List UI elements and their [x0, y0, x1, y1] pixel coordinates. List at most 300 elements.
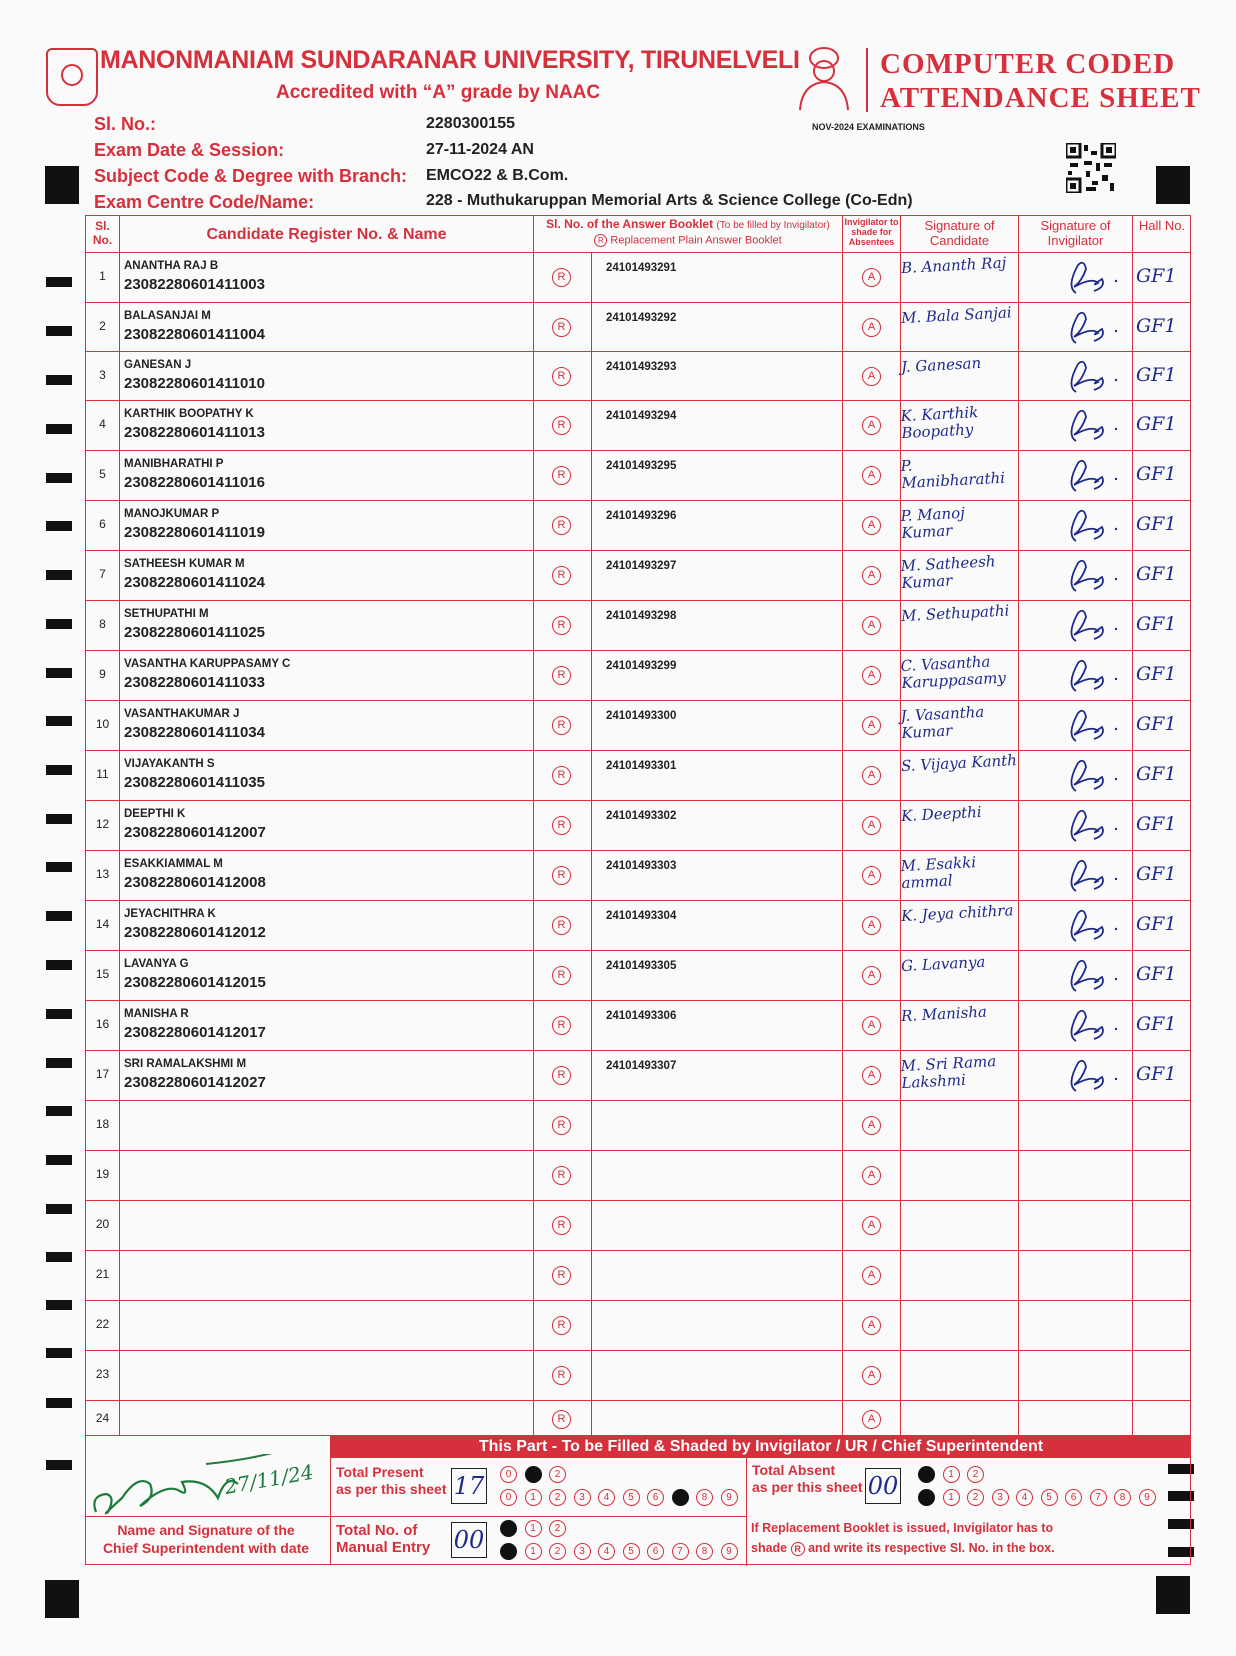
table-row	[86, 1150, 1190, 1200]
replacement-bubble[interactable]: R	[552, 616, 571, 635]
candidate-signature: J. Ganesan	[900, 353, 982, 376]
digit-bubble[interactable]: 1	[525, 1520, 542, 1537]
table-row	[86, 850, 1190, 900]
absent-bubble[interactable]: A	[862, 966, 881, 985]
register-number: 23082280601412007	[124, 824, 266, 841]
replacement-bubble[interactable]: R	[552, 1266, 571, 1285]
table-row	[86, 1300, 1190, 1350]
absent-label-line2: as per this sheet	[752, 1479, 863, 1495]
absent-bubble[interactable]: A	[862, 367, 881, 386]
timing-mark	[46, 1348, 72, 1358]
absent-bubble[interactable]: A	[862, 816, 881, 835]
timing-mark	[46, 521, 72, 531]
register-number: 23082280601411016	[124, 474, 265, 491]
absent-bubble[interactable]: A	[862, 566, 881, 585]
replacement-bubble[interactable]: R	[552, 1116, 571, 1135]
invigilator-signature	[1046, 705, 1126, 745]
register-number: 23082280601411010	[124, 374, 265, 392]
subject-label: Subject Code & Degree with Branch:	[94, 166, 408, 186]
timing-mark	[46, 765, 72, 775]
row-number: 2	[99, 318, 106, 333]
timing-mark	[46, 1460, 72, 1470]
col-header-hall: Hall No.	[1138, 218, 1186, 233]
booklet-number: 24101493294	[606, 410, 677, 422]
booklet-number: 24101493293	[606, 360, 677, 373]
accreditation-text: Accredited with “A” grade by NAAC	[276, 82, 601, 103]
table-row	[86, 750, 1190, 800]
register-number: 23082280601411004	[124, 325, 265, 343]
digit-bubble[interactable]: 0	[500, 1489, 517, 1506]
absent-bubble[interactable]: A	[862, 1016, 881, 1035]
hall-number: GF1	[1136, 1063, 1177, 1085]
replacement-bubble[interactable]: R	[552, 766, 571, 785]
digit-bubble[interactable]: 0	[918, 1489, 935, 1506]
table-row	[86, 302, 1190, 351]
absent-label-line1: Total Absent	[752, 1462, 836, 1478]
manual-entry-box[interactable]: 00	[451, 1522, 487, 1558]
absent-bubble[interactable]: A	[862, 916, 881, 935]
hall-number: GF1	[1136, 563, 1177, 585]
timing-mark	[46, 1058, 72, 1068]
invigilator-signature	[1046, 405, 1126, 445]
doc-title-line2: ATTENDANCE SHEET	[880, 82, 1201, 114]
replacement-bubble[interactable]: R	[552, 816, 571, 835]
hall-number: GF1	[1136, 413, 1177, 435]
digit-bubble[interactable]: 3	[574, 1489, 591, 1506]
timing-mark	[46, 668, 72, 678]
timing-mark	[46, 1300, 72, 1310]
register-number: 23082280601411025	[124, 624, 265, 641]
replacement-bubble[interactable]: R	[552, 866, 571, 885]
timing-mark	[46, 570, 72, 580]
table-row	[86, 351, 1190, 400]
digit-bubble[interactable]: 0	[918, 1466, 935, 1483]
booklet-number: 24101493300	[606, 710, 677, 722]
table-row	[86, 450, 1190, 500]
absent-bubble[interactable]: A	[862, 766, 881, 785]
timing-mark	[46, 473, 72, 483]
row-number: 14	[95, 917, 110, 931]
register-number: 23082280601411035	[124, 774, 265, 791]
row-number: 23	[95, 1367, 110, 1381]
replacement-bubble[interactable]: R	[552, 716, 571, 735]
digit-bubble[interactable]: 4	[598, 1543, 615, 1560]
row-number: 6	[99, 517, 106, 531]
candidate-name: KARTHIK BOOPATHY K	[124, 408, 254, 420]
col-header-candidate: Candidate Register No. & Name	[206, 226, 447, 243]
table-row	[86, 400, 1190, 450]
candidate-name: MANOJKUMAR P	[124, 508, 220, 520]
digit-bubble[interactable]: 2	[967, 1489, 984, 1506]
replacement-bubble[interactable]: R	[552, 1366, 571, 1385]
absent-bubble[interactable]: A	[862, 1316, 881, 1335]
row-number: 8	[99, 617, 106, 631]
timing-mark	[46, 911, 72, 921]
table-row	[86, 600, 1190, 650]
candidate-signature: M. Bala Sanjai	[900, 302, 1013, 327]
absent-bubble[interactable]: A	[862, 1266, 881, 1285]
digit-bubble[interactable]: 3	[992, 1489, 1009, 1506]
absent-bubble[interactable]: A	[862, 716, 881, 735]
absent-bubble[interactable]: A	[862, 268, 881, 287]
total-absent-label	[752, 1462, 863, 1496]
timing-mark	[46, 277, 72, 287]
replacement-bubble[interactable]: R	[552, 516, 571, 535]
timing-mark	[46, 960, 72, 970]
candidate-name: JEYACHITHRA K	[124, 908, 216, 920]
row-number: 4	[99, 417, 106, 431]
timing-mark	[46, 619, 72, 629]
digit-bubble[interactable]: 2	[549, 1466, 566, 1483]
digit-bubble[interactable]: 8	[696, 1543, 713, 1560]
digit-bubble[interactable]: 8	[696, 1489, 713, 1506]
digit-bubble[interactable]: 9	[1139, 1489, 1156, 1506]
table-row	[86, 1050, 1190, 1100]
registration-mark	[45, 1580, 79, 1618]
table-row	[86, 700, 1190, 750]
candidate-name: SATHEESH KUMAR M	[124, 558, 245, 570]
replacement-symbol-icon: R	[791, 1542, 805, 1556]
timing-mark	[46, 1204, 72, 1214]
digit-bubble[interactable]: 3	[574, 1543, 591, 1560]
chief-signature-date: 27/11/24	[222, 1459, 316, 1499]
table-row	[86, 1000, 1190, 1050]
replacement-note	[751, 1518, 1055, 1558]
table-row	[86, 1400, 1190, 1437]
absent-bubble[interactable]: A	[862, 1066, 881, 1085]
total-absent-box[interactable]: 00	[865, 1468, 901, 1504]
absent-bubble[interactable]: A	[862, 616, 881, 635]
invigilator-signature	[1046, 1005, 1126, 1045]
digit-bubble[interactable]: 6	[1065, 1489, 1082, 1506]
digit-bubble[interactable]: 9	[721, 1489, 738, 1506]
candidate-signature: B. Ananth Raj	[900, 253, 1007, 278]
replacement-bubble[interactable]: R	[552, 318, 571, 337]
col-header-sig-invigilator: Signature of Invigilator	[1040, 218, 1111, 248]
note-shade-text: shade	[751, 1541, 788, 1555]
invigilator-signature	[1046, 356, 1126, 396]
replacement-bubble[interactable]: R	[552, 916, 571, 935]
hall-number: GF1	[1136, 763, 1177, 785]
digit-bubble[interactable]: 0	[500, 1520, 517, 1537]
digit-bubble[interactable]: 7	[672, 1489, 689, 1506]
manual-label-line2: Manual Entry	[336, 1539, 431, 1556]
digit-bubble[interactable]: 6	[647, 1489, 664, 1506]
table-row	[86, 252, 1190, 302]
candidate-name: MANISHA R	[124, 1008, 189, 1020]
candidate-signature: K. Jeya chithra	[900, 901, 1014, 926]
col-header-booklet	[534, 217, 842, 231]
timing-mark	[46, 1106, 72, 1116]
booklet-number: 24101493301	[606, 760, 677, 772]
row-number: 10	[95, 717, 110, 731]
candidate-name: VASANTHAKUMAR J	[124, 708, 240, 720]
replacement-bubble[interactable]: R	[552, 666, 571, 685]
absent-bubble[interactable]: A	[862, 666, 881, 685]
invigilator-signature	[1046, 455, 1126, 495]
candidate-name: VASANTHA KARUPPASAMY C	[124, 658, 291, 670]
replacement-bubble[interactable]: R	[552, 1016, 571, 1035]
absent-bubble[interactable]: A	[862, 1166, 881, 1185]
row-number: 1	[99, 269, 106, 283]
invigilator-signature	[1046, 605, 1126, 645]
booklet-number: 24101493304	[606, 910, 677, 922]
row-number: 16	[95, 1017, 110, 1031]
booklet-header-note: (To be filled by Invigilator)	[716, 220, 830, 231]
registration-mark	[45, 166, 79, 204]
hall-number: GF1	[1136, 463, 1177, 485]
row-number: 17	[95, 1067, 110, 1081]
digit-bubble[interactable]: 6	[647, 1543, 664, 1560]
hall-number: GF1	[1136, 713, 1177, 735]
candidate-name: SRI RAMALAKSHMI M	[124, 1058, 247, 1070]
replacement-bubble[interactable]: R	[552, 416, 571, 435]
invigilator-signature	[1046, 655, 1126, 695]
note-line1: If Replacement Booklet is issued, Invigilator has to	[751, 1521, 1054, 1535]
booklet-number: 24101493296	[606, 510, 677, 522]
candidate-name: DEEPTHI K	[124, 808, 186, 820]
booklet-number: 24101493299	[606, 660, 677, 672]
register-number: 23082280601411034	[124, 724, 265, 741]
candidate-signature: M. Satheesh Kumar	[900, 552, 996, 593]
row-number: 12	[95, 817, 110, 831]
candidate-signature: P. Manoj Kumar	[900, 503, 966, 543]
university-name: MANONMANIAM SUNDARANAR UNIVERSITY, TIRUNELVELI	[100, 46, 800, 74]
timing-mark	[46, 1252, 72, 1262]
digit-bubble[interactable]: 1	[525, 1489, 542, 1506]
university-logo	[46, 48, 98, 106]
candidate-signature: S. Vijaya Kanth	[900, 751, 1018, 776]
row-number: 7	[99, 567, 106, 581]
replacement-bubble[interactable]: R	[552, 1316, 571, 1335]
registration-mark	[1156, 1576, 1190, 1614]
digit-bubble[interactable]: 0	[500, 1466, 517, 1483]
section-divider	[746, 1458, 747, 1566]
replacement-bubble[interactable]: R	[552, 566, 571, 585]
invigilator-signature	[1046, 855, 1126, 895]
invigilator-section	[85, 1435, 1191, 1565]
centre-value: 228 - Muthukaruppan Memorial Arts & Science College (Co-Edn)	[426, 192, 913, 209]
hall-number: GF1	[1136, 913, 1177, 935]
digit-bubble[interactable]: 2	[549, 1520, 566, 1537]
invigilator-signature	[1046, 505, 1126, 545]
timing-mark	[46, 1155, 72, 1165]
qr-code-icon	[1066, 143, 1116, 193]
candidate-signature: C. Vasantha Karuppasamy	[900, 652, 1007, 693]
replacement-bubble[interactable]: R	[552, 966, 571, 985]
booklet-number: 24101493306	[606, 1010, 677, 1022]
absent-bubble[interactable]: A	[862, 516, 881, 535]
candidate-name: ESAKKIAMMAL M	[124, 858, 223, 870]
invigilator-signature	[1046, 955, 1126, 995]
register-number: 23082280601411019	[124, 524, 265, 541]
row-number: 19	[95, 1167, 110, 1181]
col-header-sl: Sl. No.	[92, 219, 113, 247]
candidate-signature: G. Lavanya	[900, 952, 986, 976]
candidate-name: SETHUPATHI M	[124, 608, 209, 620]
digit-bubble[interactable]: 4	[598, 1489, 615, 1506]
table-row	[86, 1250, 1190, 1300]
note-write-text: and write its respective Sl. No. in the box.	[808, 1541, 1055, 1555]
booklet-number: 24101493307	[606, 1060, 677, 1072]
replacement-bubble[interactable]: R	[552, 466, 571, 485]
register-number: 23082280601411013	[124, 424, 265, 441]
candidate-name: VIJAYAKANTH S	[124, 758, 215, 770]
digit-bubble[interactable]: 4	[1016, 1489, 1033, 1506]
replacement-symbol-icon: R	[594, 234, 607, 247]
digit-bubble[interactable]: 5	[623, 1489, 640, 1506]
booklet-number: 24101493291	[606, 262, 677, 274]
present-label-line2: as per this sheet	[336, 1481, 447, 1497]
row-number: 22	[95, 1317, 110, 1331]
hall-number: GF1	[1136, 513, 1177, 535]
invigilator-banner: This Part - To be Filled & Shaded by Invigilator / UR / Chief Superintendent	[331, 1436, 1191, 1458]
row-number: 11	[96, 767, 109, 781]
invigilator-signature	[1046, 307, 1126, 347]
candidate-signature: M. Esakki ammal	[900, 853, 977, 893]
col-header-invigilator-shade: Invigilator to shade for Absentees	[844, 217, 899, 247]
chief-label-line2: Chief Superintendent with date	[102, 1540, 310, 1556]
timing-mark	[46, 375, 72, 385]
timing-mark	[46, 424, 72, 434]
invigilator-signature	[1046, 805, 1126, 845]
digit-bubble[interactable]: 9	[721, 1543, 738, 1560]
timing-mark	[46, 716, 72, 726]
booklet-number: 24101493295	[606, 460, 677, 472]
replacement-bubble[interactable]: R	[552, 1166, 571, 1185]
attendance-table	[85, 215, 1191, 1436]
digit-bubble[interactable]: 1	[525, 1543, 542, 1560]
total-present-box[interactable]: 17	[451, 1468, 487, 1504]
total-present-label	[336, 1464, 447, 1498]
sl-no-value: 2280300155	[426, 115, 515, 132]
booklet-number: 24101493305	[606, 960, 677, 972]
digit-bubble[interactable]: 1	[943, 1466, 960, 1483]
timing-mark	[46, 1398, 72, 1408]
digit-bubble[interactable]: 2	[549, 1489, 566, 1506]
digit-bubble[interactable]: 7	[672, 1543, 689, 1560]
table-row	[86, 950, 1190, 1000]
absent-bubble[interactable]: A	[862, 1216, 881, 1235]
replacement-bubble[interactable]: R	[552, 1066, 571, 1085]
exam-date-value: 27-11-2024 AN	[426, 141, 534, 158]
invigilator-signature	[1046, 755, 1126, 795]
row-number: 20	[95, 1217, 110, 1231]
invigilator-signature	[1046, 905, 1126, 945]
table-row	[86, 500, 1190, 550]
digit-bubble[interactable]: 5	[623, 1543, 640, 1560]
absent-bubble[interactable]: A	[862, 1410, 881, 1429]
doc-title-line1: COMPUTER CODED	[880, 48, 1176, 80]
timing-mark	[46, 814, 72, 824]
table-row	[86, 650, 1190, 700]
candidate-signature: M. Sethupathi	[900, 601, 1010, 626]
present-label-line1: Total Present	[336, 1464, 424, 1480]
register-number: 23082280601412012	[124, 924, 266, 941]
booklet-number: 24101493298	[606, 610, 677, 622]
exam-date-label: Exam Date & Session:	[94, 140, 285, 160]
hall-number: GF1	[1136, 363, 1177, 386]
hall-number: GF1	[1136, 265, 1177, 287]
digit-bubble[interactable]: 0	[500, 1543, 517, 1560]
digit-bubble[interactable]: 1	[943, 1489, 960, 1506]
absent-bubble[interactable]: A	[862, 866, 881, 885]
chief-superintendent-signature	[86, 1454, 326, 1524]
row-number: 9	[99, 667, 106, 681]
registration-mark	[1156, 166, 1190, 204]
invigilator-signature	[1046, 1055, 1126, 1095]
header-divider	[866, 48, 868, 112]
absent-bubble[interactable]: A	[862, 1366, 881, 1385]
absent-bubble[interactable]: A	[862, 1116, 881, 1135]
candidate-name: GANESAN J	[124, 358, 192, 371]
register-number: 23082280601411024	[124, 574, 265, 591]
candidate-signature: K. Deepthi	[900, 802, 983, 826]
register-number: 23082280601411033	[124, 674, 265, 691]
row-number: 18	[95, 1117, 110, 1131]
replacement-header-text: Replacement Plain Answer Booklet	[610, 234, 782, 247]
replacement-bubble[interactable]: R	[552, 1216, 571, 1235]
replacement-bubble[interactable]: R	[552, 367, 571, 386]
candidate-signature: P. Manibharathi	[900, 456, 1006, 493]
chief-superintendent-label	[91, 1521, 321, 1557]
replacement-bubble[interactable]: R	[552, 1410, 571, 1429]
row-number: 5	[99, 467, 106, 481]
digit-bubble[interactable]: 1	[525, 1466, 542, 1483]
candidate-signature: K. Karthik Boopathy	[900, 403, 979, 443]
sl-no-label: Sl. No.:	[94, 114, 156, 134]
absent-bubble[interactable]: A	[862, 466, 881, 485]
register-number: 23082280601412027	[124, 1074, 266, 1091]
timing-mark	[46, 326, 72, 336]
timing-mark	[46, 862, 72, 872]
timing-mark	[46, 1009, 72, 1019]
col-header-sig-candidate: Signature of Candidate	[924, 218, 995, 248]
digit-bubble[interactable]: 2	[549, 1543, 566, 1560]
row-number: 3	[99, 367, 106, 382]
digit-bubble[interactable]: 5	[1041, 1489, 1058, 1506]
candidate-name: MANIBHARATHI P	[124, 458, 224, 470]
invigilator-signature	[1046, 555, 1126, 595]
absent-bubble[interactable]: A	[862, 416, 881, 435]
digit-bubble[interactable]: 8	[1114, 1489, 1131, 1506]
row-number: 21	[95, 1267, 110, 1281]
digit-bubble[interactable]: 7	[1090, 1489, 1107, 1506]
digit-bubble[interactable]: 2	[967, 1466, 984, 1483]
manual-entry-label	[336, 1522, 430, 1556]
replacement-bubble[interactable]: R	[552, 268, 571, 287]
booklet-number: 24101493297	[606, 560, 677, 572]
booklet-number: 24101493302	[606, 810, 677, 822]
table-row	[86, 1100, 1190, 1150]
hall-number: GF1	[1136, 613, 1177, 635]
table-row	[86, 800, 1190, 850]
hall-number: GF1	[1136, 1013, 1177, 1035]
table-row	[86, 1350, 1190, 1400]
hall-number: GF1	[1136, 813, 1177, 835]
hall-number: GF1	[1136, 314, 1177, 337]
booklet-header-title: Sl. No. of the Answer Booklet	[546, 217, 714, 231]
absent-bubble[interactable]: A	[862, 318, 881, 337]
subject-value: EMCO22 & B.Com.	[426, 167, 569, 184]
section-divider	[330, 1436, 331, 1564]
row-number: 13	[95, 867, 110, 881]
register-number: 23082280601412008	[124, 874, 266, 891]
row-number: 24	[95, 1410, 110, 1425]
register-number: 23082280601412015	[124, 974, 266, 991]
table-row	[86, 550, 1190, 600]
row-number: 15	[95, 967, 110, 981]
